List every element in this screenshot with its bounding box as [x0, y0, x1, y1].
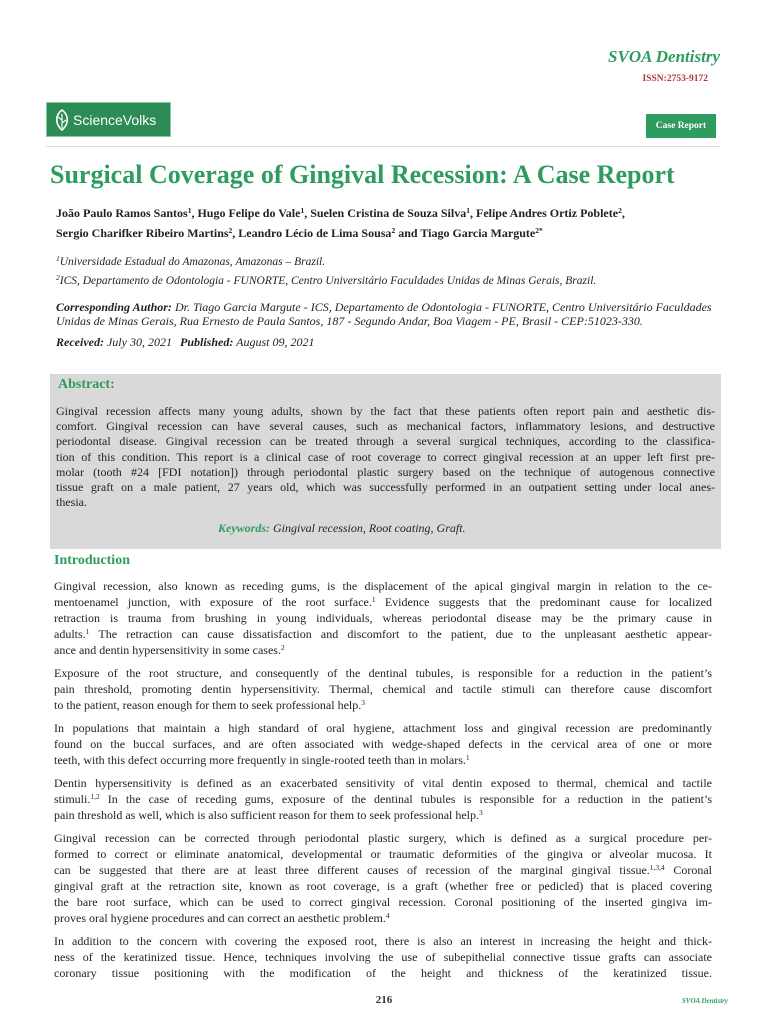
author-line	[56, 205, 625, 221]
citation-superscript: 1	[85, 627, 90, 636]
affiliation-marker: 2	[391, 226, 396, 235]
author-name: Felipe Andres Ortiz Poblete	[475, 206, 619, 220]
author-name: Tiago Garcia Margute	[420, 226, 536, 240]
text-line: tissue graft on a male patient, 27 years old, which was successfully performed in an outpatient setting under local anes-	[56, 480, 715, 495]
citation-superscript: 3	[479, 808, 483, 817]
text-line: periodontal disease. Gingival recession can be treated through a several surgical techniques, according to the classifica-	[56, 434, 715, 449]
text-line: ness of the keratinized tissue. Hence, techniques involving the use of subepithelial connective tissue grafts can associate	[54, 950, 712, 964]
received-date	[56, 335, 172, 349]
text-line: gingival graft at the retraction site, known as root coverage, is a graft (whether free or pedicled) that is placed covering	[54, 879, 712, 893]
text-line: pain threshold, promoting dentin hypersensitivity. Thermal, chemical and tactile stimuli can therefore cause discomfort	[54, 682, 712, 696]
text-line: molar (tooth #24 [FDI notation]) through periodontal plastic surgery based on the technique of autogenous connective	[56, 464, 715, 479]
affiliation-marker: 2	[618, 206, 622, 215]
article-title: Surgical Coverage of Gingival Recession: A Case Report	[50, 160, 675, 189]
text-run: to the patient, reason enough for them to seek professional help.	[54, 698, 362, 712]
citation-superscript: 1	[465, 753, 470, 762]
author-name: Leandro Lécio de Lima Sousa	[238, 226, 392, 240]
text-line: In populations that maintain a high standard of oral hygiene, attachment loss and gingival recession are predominantly	[54, 721, 712, 735]
page-number: 216	[375, 994, 393, 1006]
author-name: João Paulo Ramos Santos	[56, 206, 188, 220]
header-divider	[46, 146, 720, 147]
citation-superscript: 4	[385, 911, 390, 920]
text-run: mentoenamel junction, with exposure of the root surface.	[54, 595, 372, 609]
text-run: proves oral hygiene procedures and can correct an aesthetic problem.	[54, 911, 386, 925]
intro-paragraph-4	[54, 775, 712, 823]
text-line	[54, 791, 712, 807]
author-separator: and	[395, 226, 421, 240]
text-run: pain threshold as well, which is also sufficient reason for them to seek professional help.	[54, 808, 480, 822]
affiliation-marker: 2	[228, 226, 233, 235]
received-value: July 30, 2021	[106, 335, 172, 349]
published-value: August 09, 2021	[236, 335, 315, 349]
citation-superscript: 2	[280, 643, 285, 652]
affiliation-text: ICS, Departamento de Odontologia - FUNORTE, Centro Universitário Faculdades Unidas de Minas Gerais, Brazil.	[59, 275, 597, 287]
author-name: Hugo Felipe do Vale	[197, 206, 301, 220]
text-line: Exposure of the root structure, and consequently of the dentinal tubules, is responsible for a reduction in the patient’s	[54, 666, 712, 680]
text-run: stimuli.	[54, 792, 91, 806]
author-name: Sergio Charifker Ribeiro Martins	[56, 226, 229, 240]
text-line: found on the buccal surfaces, and are often associated with wedge-shaped defects in the cervical area of one or more	[54, 737, 712, 751]
logo-text: ScienceVolks	[73, 112, 157, 128]
text-run: Evidence suggests that the predominant cause for localized	[375, 595, 712, 609]
corresponding-author-text: Unidas de Minas Gerais, Rua Ernesto de Paula Santos, 187 - Segundo Andar, Boa Viagem - PE, Brasil - CEP:51023-330.	[56, 314, 643, 328]
introduction-heading: Introduction	[54, 553, 130, 568]
text-line	[54, 626, 712, 642]
author-name: Suelen Cristina de Souza Silva	[310, 206, 467, 220]
text-line: In addition to the concern with covering the exposed root, there is also an interest in increasing the height and thick-	[54, 934, 712, 948]
publisher-logo	[46, 102, 171, 137]
text-line	[54, 697, 712, 713]
author-separator: ,	[191, 206, 198, 220]
intro-paragraph-5	[54, 830, 712, 926]
text-line: Gingival recession can be corrected through periodontal plastic surgery, which is defined as a surgical procedure per-	[54, 831, 712, 845]
published-date	[180, 335, 314, 349]
affiliation-number: 1	[56, 254, 60, 263]
citation-superscript: 3	[361, 698, 365, 707]
intro-paragraph-2	[54, 665, 712, 713]
affiliation-marker: 1	[466, 206, 470, 215]
text-line: tion of this condition. This report is a clinical case of root coverage to correct gingival recession at an upper left first pre-	[56, 449, 715, 464]
text-run: Coronal	[664, 863, 712, 877]
affiliation-marker: 1	[187, 206, 192, 215]
affiliation-text: Universidade Estadual do Amazonas, Amazonas – Brazil.	[59, 256, 326, 268]
text-line	[54, 642, 712, 658]
affiliation	[56, 274, 596, 288]
intro-paragraph-6	[54, 933, 712, 981]
text-line: formed to correct or eliminate anatomical, developmental or traumatic deformities of the gingiva or alveolar mucosa. It	[54, 847, 712, 861]
text-line: Gingival recession affects many young adults, shown by the fact that these patients often report pain and aesthetic dis-	[56, 404, 715, 418]
text-line	[54, 910, 712, 926]
author-separator: ,	[232, 226, 239, 240]
text-line: thesia.	[56, 495, 87, 510]
keywords-text: Gingival recession, Root coating, Graft.	[273, 521, 466, 535]
citation-superscript: 1	[371, 595, 376, 604]
leaf-icon	[53, 109, 71, 131]
journal-name: SVOA Dentistry	[608, 47, 720, 66]
text-line	[54, 862, 712, 878]
text-line: coronary tissue positioning with the modification of the height and thickness of the keratinized tissue.	[54, 966, 712, 980]
affiliation-marker: 2*	[535, 226, 543, 235]
article-type-badge: Case Report	[646, 114, 716, 138]
corresponding-author-text: Dr. Tiago Garcia Margute - ICS, Departamento de Odontologia - FUNORTE, Centro Universitário Faculdades	[174, 300, 712, 314]
text-run: The retraction can cause dissatisfaction and discomfort to the patient, due to the unpleasant aesthetic appear-	[89, 627, 712, 641]
text-run: ance and dentin hypersensitivity in some cases.	[54, 643, 281, 657]
text-line: the bare root surface, which can be used to correct gingival recession. Coronal positioning of the inserted gingiva im-	[54, 895, 712, 909]
keywords-label: Keywords:	[218, 521, 270, 535]
citation-superscript: 1,2	[90, 792, 100, 801]
text-run: adults.	[54, 627, 86, 641]
text-run: In the case of receding gums, exposure of the dentinal tubules is responsible for a reduction in the patient’s	[99, 792, 712, 806]
text-line: Gingival recession, also known as receding gums, is the displacement of the apical gingival margin in relation to the ce-	[54, 579, 712, 593]
text-line	[54, 807, 712, 823]
text-line	[54, 594, 712, 610]
received-label: Received:	[56, 335, 104, 349]
abstract-heading: Abstract:	[58, 377, 115, 392]
text-run: can be suggested that there are at least three different causes of recession of the marginal gingival tissue.	[54, 863, 650, 877]
corresponding-author-label: Corresponding Author:	[56, 300, 172, 314]
abstract-text	[56, 404, 715, 510]
text-run: teeth, with this defect occurring more frequently in single-rooted teeth than in molars.	[54, 753, 466, 767]
footer-journal-name: SVOA Dentistry	[681, 997, 728, 1005]
affiliation-number: 2	[56, 273, 60, 282]
published-label: Published:	[180, 335, 234, 349]
author-line	[56, 225, 543, 241]
affiliation-marker: 1	[300, 206, 305, 215]
issn-label: ISSN:2753-9172	[642, 74, 708, 84]
author-separator: ,	[469, 206, 476, 220]
introduction-body	[54, 578, 712, 988]
text-line: Dentin hypersensitivity is defined as an exacerbated sensitivity of vital dentin exposed to thermal, chemical and tactile	[54, 776, 712, 790]
intro-paragraph-3	[54, 720, 712, 768]
corresponding-author-continued	[56, 314, 643, 328]
intro-paragraph-1	[54, 578, 712, 658]
abstract-box	[50, 374, 721, 549]
affiliation	[56, 255, 325, 269]
corresponding-author	[56, 300, 712, 314]
citation-superscript: 1,3,4	[649, 863, 665, 872]
author-separator: ,	[304, 206, 311, 220]
keywords	[218, 520, 466, 536]
text-line: retraction is trauma from brushing in young individuals, whereas periodontal disease may be the primary cause in	[54, 611, 712, 625]
author-separator: ,	[621, 206, 625, 220]
text-line: comfort. Gingival recession can have several causes, such as mechanical factors, inflammatory lesions, and destructive	[56, 419, 715, 434]
text-line	[54, 752, 712, 768]
